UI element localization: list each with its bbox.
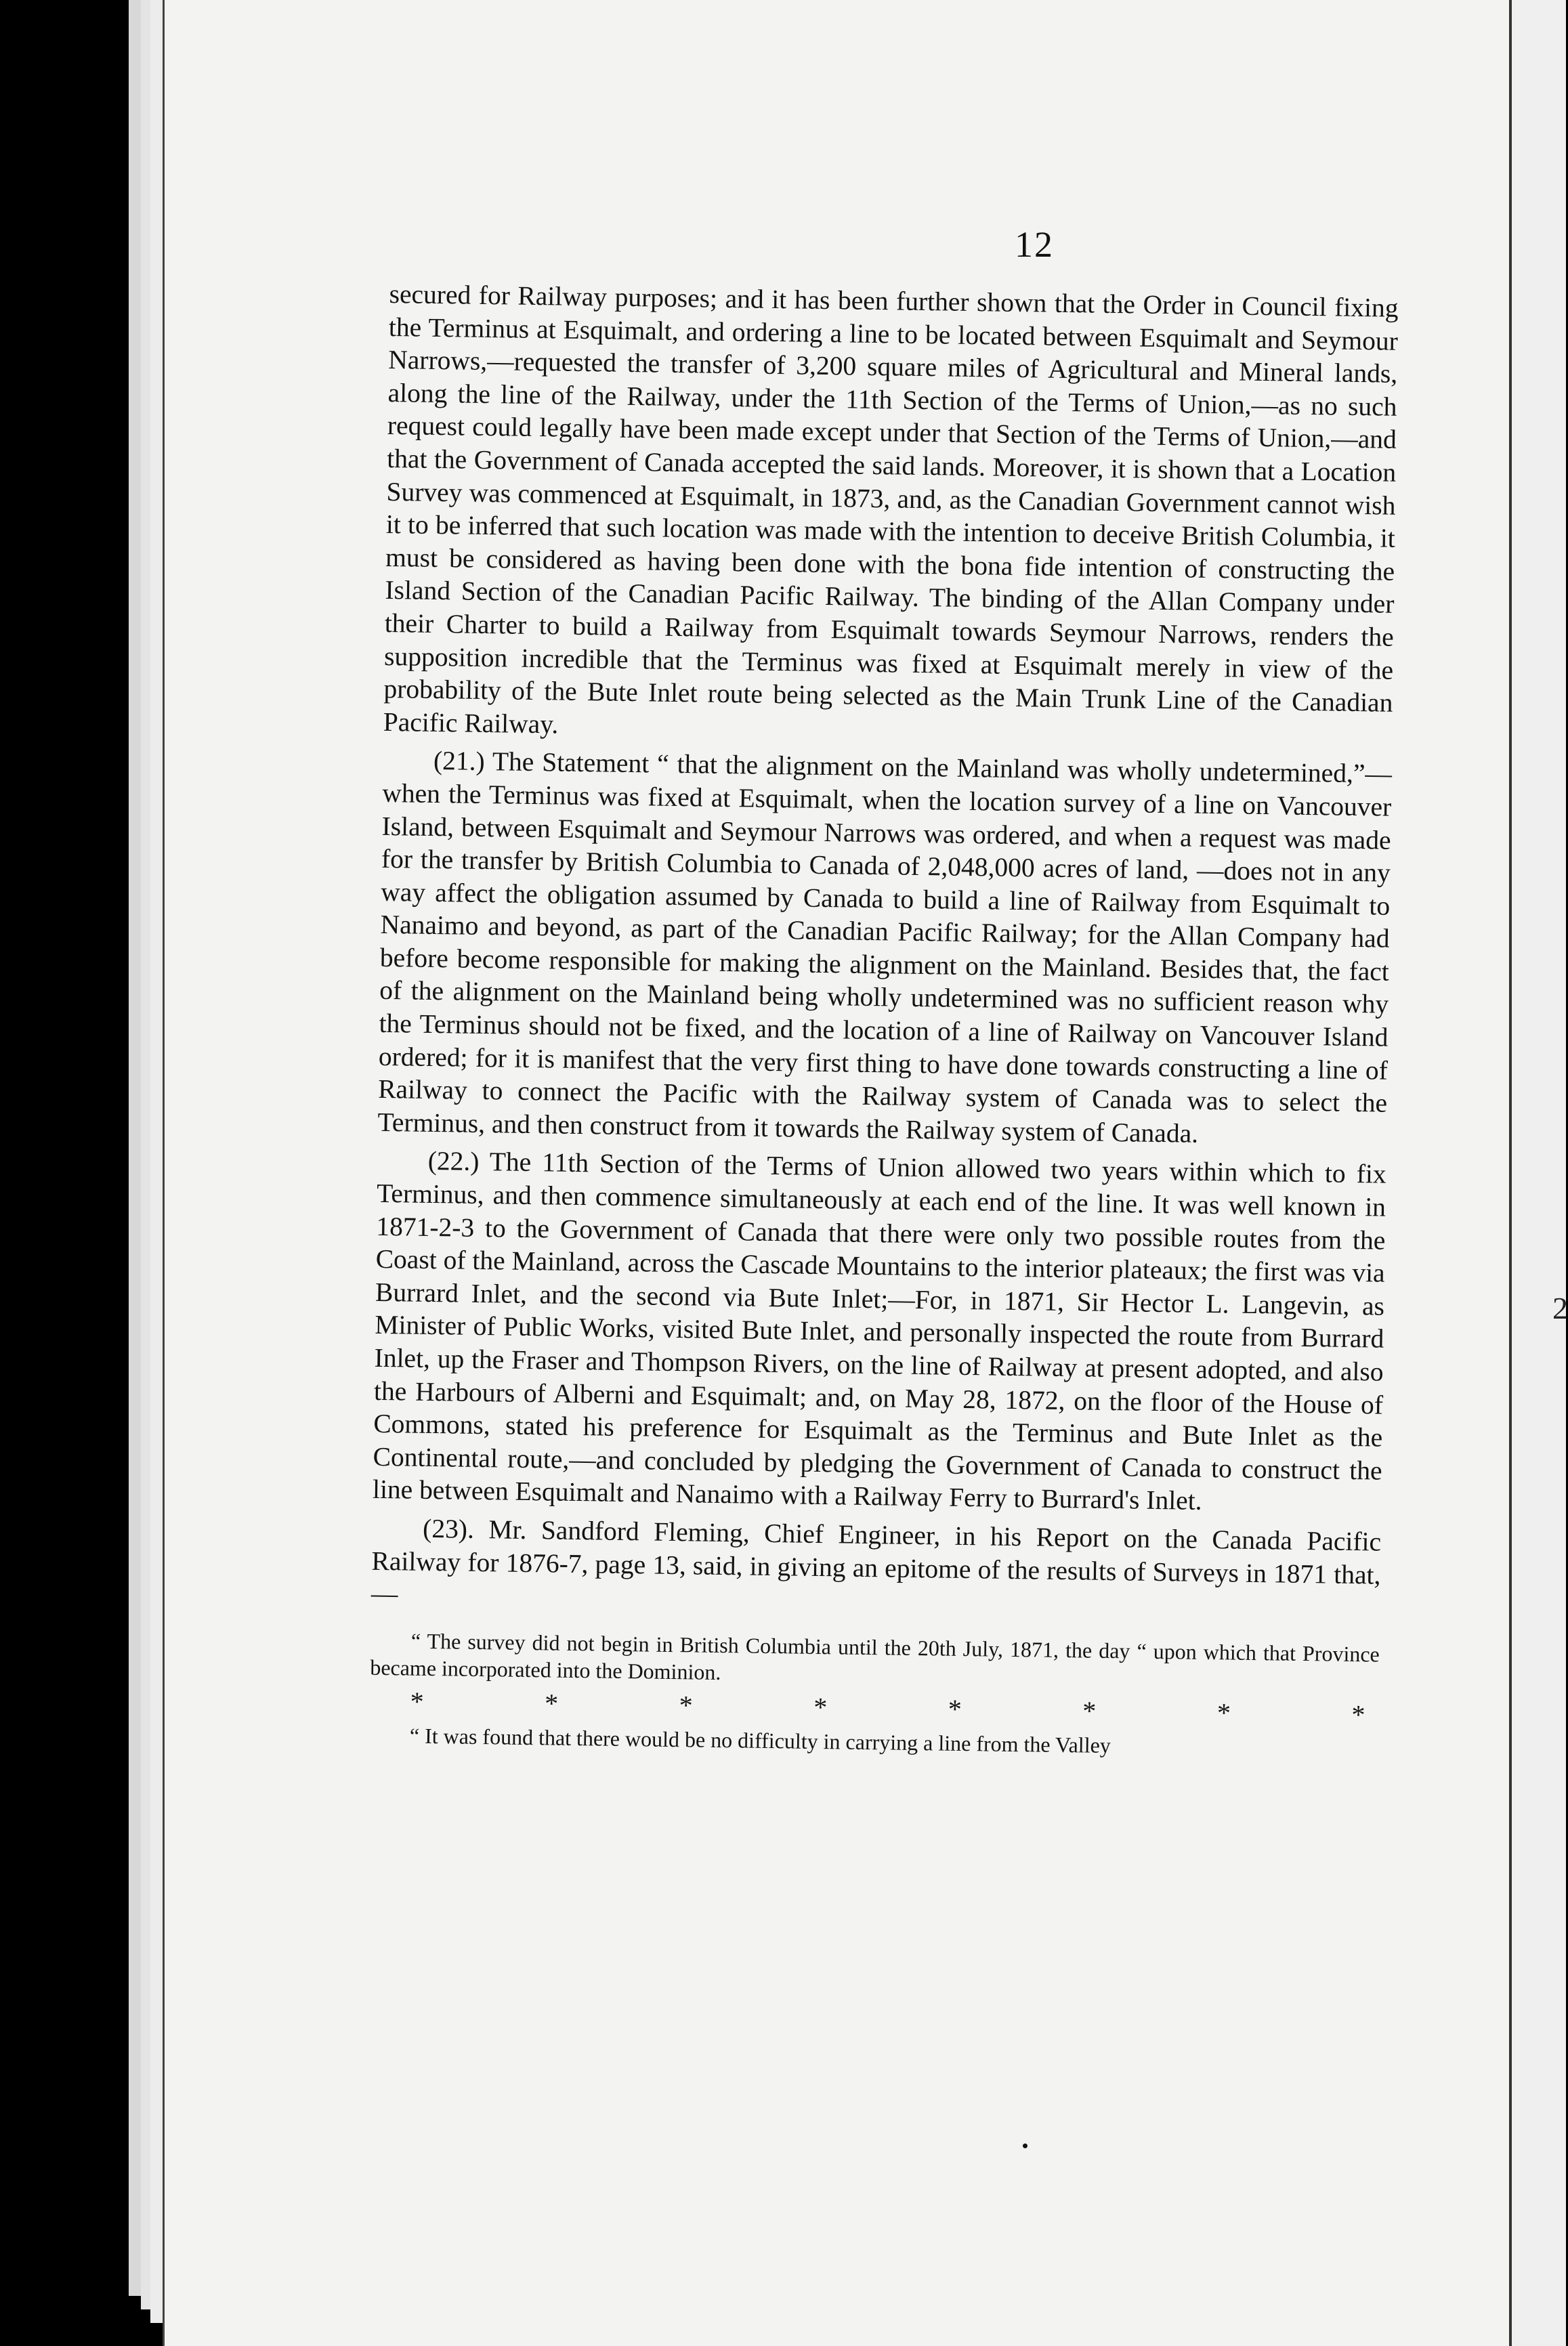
quotation-1: “ The survey did not begin in British Columbia until the 20th July, 1871, the day “ upon which that Province became incorporated into the Dominion. <box>370 1628 1380 1684</box>
quotation-2: “ It was found that there would be no difficulty in carrying a line from the Valley <box>409 1723 1111 1757</box>
star-mark: * <box>679 1689 694 1721</box>
ink-speck <box>1023 2144 1027 2148</box>
paragraph-continued: secured for Railway purposes; and it has been further shown that the Order in Council fixing the Terminus at Esquimalt, and ordering a line to be located between Esquimalt and Seymour Narrows,—requested the transfer of 3,200 square miles of Agricultural and Mineral lands, along the line of the Railway, under the 11th Section of the Terms of Union,—as no such request could legally have been made except under that Section of the Terms of Union,—and that the Government of Canada accepted the said lands. Moreover, it is shown that a Location Survey was commenced at Esquimalt, in 1873, and, as the Canadian Government cannot wish it to be inferred that such location was made with the intention to deceive British Columbia, it must be considered as having been done with the bona fide intention of constructing the Island Section of the Canadian Pacific Railway. The binding of the Allan Company under their Charter to build a Railway from Esquimalt towards Seymour Narrows, renders the supposition incredible that the Terminus was fixed at Esquimalt merely in view of the probability of the Bute Inlet route being selected as the Main Trunk Line of the Canadian Pacific Railway. <box>383 278 1399 740</box>
document-body <box>369 278 1399 1762</box>
star-mark: * <box>544 1688 559 1719</box>
star-mark: * <box>813 1691 828 1722</box>
star-mark: * <box>410 1686 424 1717</box>
paragraph-23: (23). Mr. Sandford Fleming, Chief Engineer, in his Report on the Canada Pacific Railway for 1876-7, page 13, said, in giving an epitome of the results of Surveys in 1871 that,— <box>370 1513 1382 1609</box>
facing-page-edge <box>1509 0 1566 2346</box>
facing-page-mark: 2 <box>1552 1291 1568 1325</box>
star-mark: * <box>1216 1697 1231 1728</box>
paragraph-22: (22.) The 11th Section of the Terms of Union allowed two years within which to fix Terminus, and then commence simultaneously at each end of the line. It was well known in 1871-2-3 to the Government of Canada that there were only two possible routes from the Coast of the Mainland, across the Cascade Mountains to the interior plateaux; the first was via Burrard Inlet, and the second via Bute Inlet;—For, in 1871, Sir Hector L. Langevin, as Minister of Public Works, visited Bute Inlet, and personally inspected the route from Burrard Inlet, up the Fraser and Thompson Rivers, on the line of Railway at present adopted, and also the Harbours of Alberni and Esquimalt; and, on May 28, 1872, on the floor of the House of Commons, stated his preference for Esquimalt as the Terminus and Bute Inlet as the Continental route,—and concluded by pledging the Government of Canada to construct the line between Esquimalt and Nanaimo with a Railway Ferry to Burrard's Inlet. <box>372 1146 1386 1516</box>
star-mark: * <box>948 1693 962 1724</box>
paragraph-21: (21.) The Statement “ that the alignment on the Mainland was wholly undetermined,”—when the Terminus was fixed at Esquimalt, when the location survey of a line on Vancouver Island, between Esquimalt and Seymour Narrows was ordered, and when a request was made for the transfer by British Columbia to Canada of 2,048,000 acres of land, —does not in any way affect the obligation assumed by Canada to build a line of Railway from Esquimalt to Nanaimo and beyond, as part of the Canadian Pacific Railway; for the Allan Company had before become responsible for making the alignment on the Mainland. Besides that, the fact of the alignment on the Mainland being wholly undetermined was no sufficient reason why the Terminus should not be fixed, and the location of a line of Railway on Vancouver Island ordered; for it is manifest that the very first thing to have done towards constructing a line of Railway to connect the Pacific with the Railway system of Canada was to select the Terminus, and then construct from it towards the Railway system of Canada. <box>377 746 1393 1149</box>
star-mark: * <box>1082 1695 1097 1726</box>
page-number: 12 <box>1015 224 1054 265</box>
star-mark: * <box>1351 1699 1365 1730</box>
